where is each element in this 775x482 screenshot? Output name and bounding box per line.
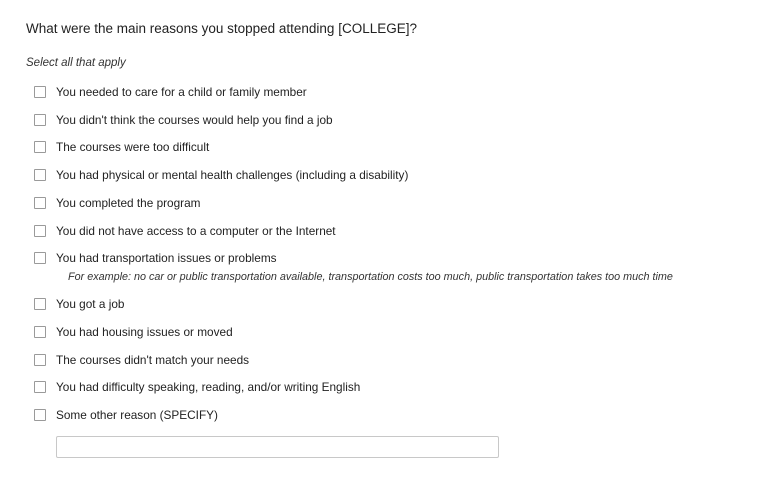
checkbox-icon[interactable]: [34, 141, 46, 153]
option-text-wrap: [56, 140, 209, 155]
option-text-wrap: [56, 196, 201, 211]
option-label: You had transportation issues or problems: [56, 251, 277, 266]
checkbox-icon[interactable]: [34, 114, 46, 126]
list-item[interactable]: [34, 408, 749, 423]
option-label: You had physical or mental health challenges (including a disability): [56, 168, 409, 183]
checkbox-option-list: [26, 85, 749, 423]
option-label: You completed the program: [56, 195, 201, 210]
option-text-wrap: [56, 224, 336, 239]
option-label: You didn't think the courses would help you find a job: [56, 112, 333, 127]
list-item[interactable]: [34, 113, 749, 128]
option-text-wrap: [56, 113, 333, 128]
option-text-wrap: [56, 85, 307, 100]
checkbox-icon[interactable]: [34, 225, 46, 237]
option-text-wrap: [56, 325, 233, 340]
list-item[interactable]: [34, 85, 749, 100]
checkbox-icon[interactable]: [34, 252, 46, 264]
option-label: Some other reason (SPECIFY): [56, 408, 218, 422]
instruction-text: Select all that apply: [26, 56, 126, 69]
list-item[interactable]: [34, 325, 749, 340]
option-label: You had housing issues or moved: [56, 324, 233, 339]
specify-input-wrap: [26, 436, 749, 458]
option-text-wrap: [56, 408, 218, 423]
checkbox-icon[interactable]: [34, 86, 46, 98]
list-item[interactable]: [34, 297, 749, 312]
list-item[interactable]: [34, 380, 749, 395]
option-text-wrap: [56, 353, 249, 368]
checkbox-icon[interactable]: [34, 326, 46, 338]
checkbox-icon[interactable]: [34, 298, 46, 310]
checkbox-icon[interactable]: [34, 197, 46, 209]
list-item[interactable]: [34, 251, 749, 284]
list-item[interactable]: [34, 140, 749, 155]
checkbox-icon[interactable]: [34, 409, 46, 421]
option-text-wrap: [56, 297, 124, 312]
page-title: What were the main reasons you stopped attending [COLLEGE]?: [26, 21, 417, 36]
option-label: The courses didn't match your needs: [56, 352, 250, 367]
option-label: You got a job: [56, 297, 125, 312]
checkbox-icon[interactable]: [34, 354, 46, 366]
list-item[interactable]: [34, 196, 749, 211]
option-text-wrap: [56, 168, 408, 183]
option-text-wrap: [56, 251, 673, 284]
option-label: You needed to care for a child or family member: [56, 84, 307, 99]
list-item[interactable]: [34, 353, 749, 368]
option-label: You did not have access to a computer or the Internet: [56, 223, 336, 238]
option-example-text: For example: no car or public transportation available, transportation costs too much, public transportation takes too much time: [68, 271, 673, 284]
checkbox-icon[interactable]: [34, 169, 46, 181]
option-label: The courses were too difficult: [56, 140, 210, 155]
list-item[interactable]: [34, 224, 749, 239]
specify-other-reason-input[interactable]: [56, 436, 499, 458]
option-label: You had difficulty speaking, reading, and/or writing English: [56, 380, 361, 395]
list-item[interactable]: [34, 168, 749, 183]
checkbox-icon[interactable]: [34, 381, 46, 393]
option-text-wrap: [56, 380, 360, 395]
